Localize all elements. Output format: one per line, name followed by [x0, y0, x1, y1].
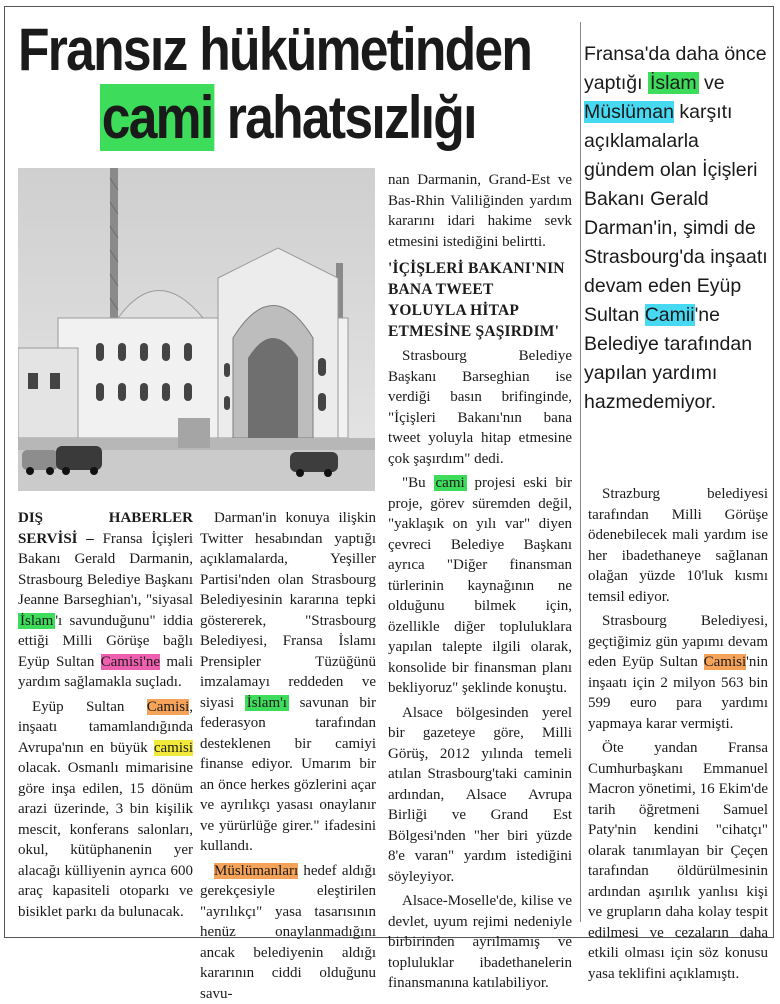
highlight-camii: Camii — [645, 304, 695, 326]
highlight-camisi-side: Camisi — [704, 654, 747, 670]
col3-paragraph-1: Strasbourg Belediye Başkanı Barseghian ise verdiği basın brifinginde, "İçişleri Bakanı'nın bana tweet yoluyla hitap etmesine çok şaşırdım" dedi. — [388, 346, 572, 469]
highlight-musluman: Müslüman — [584, 101, 674, 123]
col4-text: Strasbourg Belediyesi, geçtiğimiz gün yapımı devam eden Eyüp Sultan — [588, 613, 768, 670]
headline-line-1: Fransız hükümetinden — [18, 18, 500, 82]
highlight-islam: İslam — [18, 613, 55, 629]
headline-line-2 — [100, 86, 582, 150]
highlight-camisine: Camisi'ne — [101, 654, 160, 670]
spot-text-part: karşıtı açıklamalarla gündem olan İçişleri Bakanı Gerald Darman'in, şimdi de Strasbourg'da inşaatı devam eden Eyüp Sultan — [584, 101, 768, 326]
headline-rest: rahatsızlığı — [214, 84, 476, 151]
col2-text: savunan bir federasyon tarafından desteklenen bir camiyi finanse ediyor. Umarım bir an önce herkes gözlerini açar ve ayrılıkçı yasası onaylanır ve yürürlüğe girer." ifadesini kullandı. — [200, 695, 376, 855]
col3-paragraph-2 — [388, 473, 572, 699]
col3-paragraph-4: Alsace-Moselle'de, kilise ve devlet, uyum rejimi nedeniyle birbirinden ayrılmamış ve topluluklar ibadethanelerin finansmanına katılabiliyor. — [388, 891, 572, 994]
col1-text: Eyüp Sultan — [32, 699, 147, 715]
col1-paragraph-1 — [18, 508, 193, 693]
col1-text: olacak. Osmanlı mimarisine göre inşa edilen, 15 dönüm arazi üzerinde, 3 bin kişilik mescit, konferans salonları, okul, kütüphanenin yer alacağı külliyenin ayrıca 600 araç kapasiteli otoparkı ve bisiklet parkı da bulunacak. — [18, 760, 193, 920]
col3-paragraph-3: Alsace bölgesinden yerel bir gazeteye göre, Milli Görüş, 2012 yılında temeli atılan Strasbourg'taki caminin ardından, Alsace Avrupa Birliği ve Grand Est Bölgesi'nden "her biri yüzde 8'e varan" yardım istediğini söyleyiyor. — [388, 703, 572, 888]
highlight-cami: cami — [434, 475, 467, 491]
col3-text: projesi eski bir proje, görev süremden değil, "yaklaşık on yılı var" diyen çevreci Belediye Başkanı ayrıca "Diğer finansman türlerinin kaynağının ne olduğunu bilmek için, özellikle diğer topluluklara yapılan talepte ilgili olarak, konsolide bir finansman planı bekliyoruz" şeklinde konuştu. — [388, 475, 572, 696]
col4-text: 'nin inşaatı için 2 milyon 563 bin 599 euro para yardımı yapmaya karar vermişti. — [588, 654, 768, 732]
dateline: DIŞ HABERLER SERVİSİ – — [18, 510, 193, 547]
col2-text: hedef aldığı gerekçesiyle eleştirilen "ayrılıkçı" yasa tasarısının henüz onaylanmadığını ancak belediyenin aldığı kararının ciddi olduğunu savu- — [200, 863, 376, 1002]
column-divider — [580, 22, 581, 922]
col4-paragraph-3: Öte yandan Fransa Cumhurbaşkanı Emmanuel Macron yönetimi, 16 Ekim'de tarih öğretmeni Samuel Paty'nin kendini "cihatçı" olarak tanımlayan bir Çeçen tarafından öldürülmesinin ardından aşırılık yanlısı kişi ve grupların daha kolay tespit edilmesi ve cezaların daha etkili olması için söz konusu yasa teklifini açıklamıştı. — [588, 738, 768, 984]
col1-text: Fransa İçişleri Bakanı Gerald Darmanin, Strasbourg Belediye Başkanı Jeanne Barseghian'ı, "siyasal — [18, 531, 193, 609]
col3-text: "Bu — [402, 475, 434, 491]
subheading: 'İÇİŞLERİ BAKANI'NIN BANA TWEET YOLUYLA HİTAP ETMESİNE ŞAŞIRDIM' — [388, 258, 572, 342]
col1-paragraph-2 — [18, 697, 193, 923]
column-3 — [388, 170, 572, 994]
col3-paragraph-0: nan Darmanin, Grand-Est ve Bas-Rhin Valiliğinden yardım kararını idari hakime sevk etmesini istediğini belirtti. — [388, 170, 572, 252]
highlight-islami: İslam'ı — [245, 695, 289, 711]
mosque-photo-illustration — [18, 168, 375, 491]
highlight-camisi: Camisi — [147, 699, 190, 715]
col4-paragraph-2 — [588, 611, 768, 734]
highlight-muslumanlari: Müslümanları — [214, 863, 298, 879]
col4-paragraph-1: Strazburg belediyesi tarafından Milli Görüşe ödenebilecek mali yardım ise her ibadethaneye sağlanan olağan yüzde 10'luk kısmı temsil ediyor. — [588, 484, 768, 607]
col2-paragraph-1 — [200, 508, 376, 857]
highlight-islam-spot: İslam — [648, 72, 699, 94]
column-4 — [588, 484, 768, 984]
col2-paragraph-2 — [200, 861, 376, 1004]
col1-text: 'ı savunduğunu" iddia ettiği Milli Görüşe bağlı Eyüp Sultan — [18, 613, 193, 670]
headline-highlight: cami — [100, 84, 214, 151]
column-1 — [18, 508, 193, 922]
col1-text: mali yardım sağlamakla suçladı. — [18, 654, 193, 691]
col1-text: , inşaatı tamamlandığında Avrupa'nın en büyük — [18, 699, 193, 756]
spot-text-part: Fransa'da daha önce yaptığı — [584, 43, 767, 94]
spot-text-part: 'ne Belediye tarafından yapılan yardımı hazmedemiyor. — [584, 304, 752, 413]
col2-text: Darman'in konuya ilişkin Twitter hesabından yaptığı açıklamalarda, Yeşiller Partisi'nden olan Strasbourg Belediyesinin kararına tepki göstererek, "Strasbourg Belediyesi, Fransa İslamı Prensipler Tüzüğünü imzalamayı reddeden ve siyasi — [200, 510, 376, 711]
spot-text — [584, 40, 774, 417]
column-2 — [200, 508, 376, 1004]
highlight-camisi-2: camisi — [154, 740, 193, 756]
spot-text-part: ve — [699, 72, 725, 94]
mosque-photo — [18, 168, 375, 491]
